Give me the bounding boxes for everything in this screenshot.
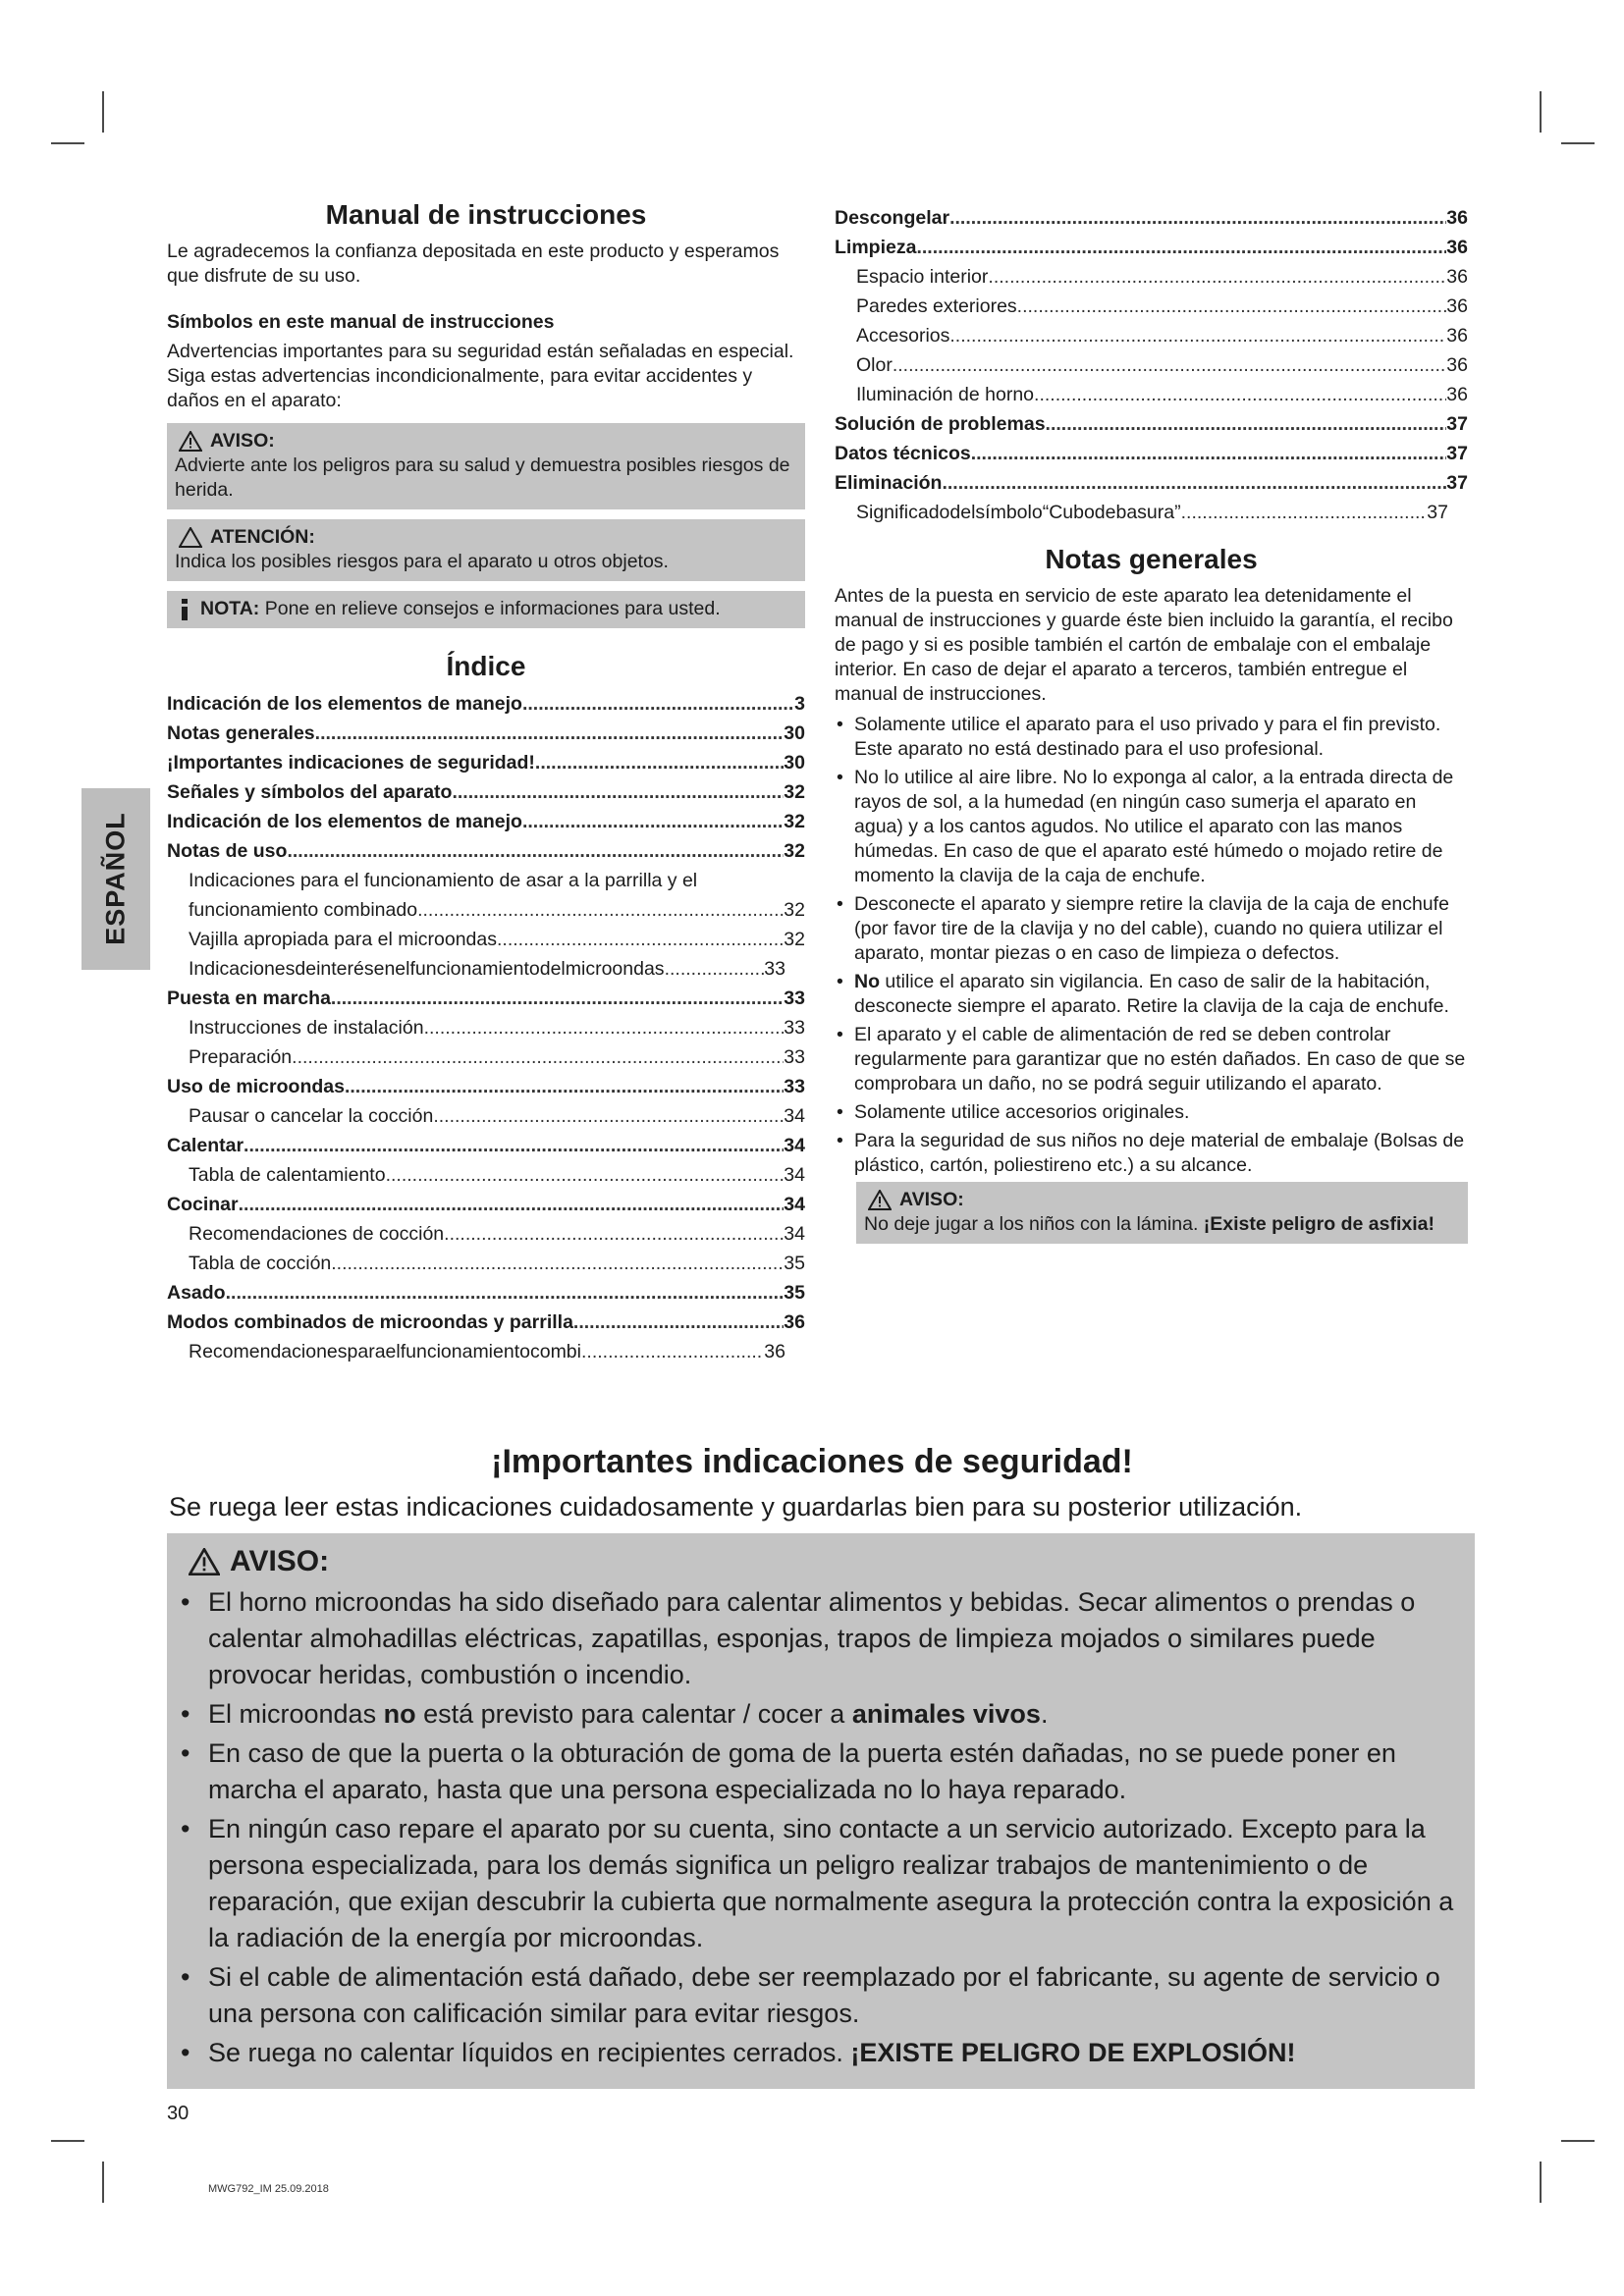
nota-box	[167, 591, 805, 628]
aviso-heading	[864, 1188, 1460, 1212]
manual-title: Manual de instrucciones	[325, 199, 647, 230]
toc-entry: Calentar ..... 34	[167, 1131, 805, 1160]
atencion-text: Indica los posibles riesgos para el aparato u otros objetos.	[175, 551, 669, 572]
toc-entry: Uso de microondas ..... 33	[167, 1072, 805, 1101]
caution-icon	[179, 527, 202, 548]
index-title: Índice	[446, 651, 526, 681]
toc-subentry-line: Indicaciones para el funcionamiento de asar a la parrilla y el	[189, 870, 698, 891]
crop-mark	[51, 2140, 84, 2142]
toc-entry: Indicación de los elementos de manejo ..... 3	[167, 689, 805, 719]
crop-mark	[1561, 2140, 1595, 2142]
symbols-heading: Símbolos en este manual de instrucciones	[167, 311, 555, 333]
aviso-box	[167, 423, 805, 509]
toc-subentry: Recomendaciones de cocción ..... 34	[167, 1219, 805, 1249]
notas-generales-title: Notas generales	[1045, 544, 1258, 574]
list-item: • Solamente utilice el aparato para el uso privado y para el fin previsto. Este aparato no está destinado para el uso profesional.	[837, 714, 1441, 760]
page-number: 30	[167, 2103, 189, 2124]
list-item: • Solamente utilice accesorios originales.	[837, 1101, 1190, 1123]
toc-subentry: Instrucciones de instalación ..... 33	[167, 1013, 805, 1042]
nota-label: NOTA:	[200, 598, 260, 619]
aviso-bold-text: ¡Existe peligro de asfixia!	[1203, 1213, 1435, 1235]
toc-subentry: Recomendacionesparaelfuncionamientocombi ..... 36	[167, 1337, 805, 1366]
notas-generales-bullets	[835, 713, 1468, 1178]
toc-entry: Eliminación ..... 37	[835, 468, 1468, 498]
list-item: • En ningún caso repare el aparato por su cuenta, sino contacte a un servicio autorizado. Excepto para la persona especializada, para los demás significa un peligro realizar trabajos de mantenimiento o de reparación, que exijan descubrir la cubierta que normalmente asegura la protección contra la exposición a la radiación de la energía por microondas.	[181, 1814, 1454, 1952]
toc-subentry: Espacio interior ..... 36	[835, 262, 1468, 292]
list-item: • El microondas no está previsto para calentar / cocer a animales vivos.	[181, 1699, 1049, 1729]
aviso-heading	[175, 429, 797, 454]
toc-entry: Limpieza ..... 36	[835, 233, 1468, 262]
toc-subentry: Tabla de calentamiento ..... 34	[167, 1160, 805, 1190]
toc-subentry: Significadodelsímbolo“Cubodebasura” ..... 37	[835, 498, 1468, 527]
atencion-label: ATENCIÓN:	[210, 526, 315, 548]
toc-entry: Puesta en marcha ..... 33	[167, 984, 805, 1013]
list-item: • Si el cable de alimentación está dañado, debe ser reemplazado por el fabricante, su agente de servicio o una persona con calificación similar para evitar riesgos.	[181, 1962, 1440, 2028]
crop-mark	[102, 91, 104, 133]
list-item: • En caso de que la puerta o la obturación de goma de la puerta estén dañadas, no se puede poner en marcha el aparato, hasta que una persona especializada no lo haya reparado.	[181, 1738, 1396, 1804]
toc-entry: Modos combinados de microondas y parrilla ..... 36	[167, 1308, 805, 1337]
crop-mark	[1561, 142, 1595, 144]
manual-intro: Le agradecemos la confianza depositada en este producto y esperamos que disfrute de su uso.	[167, 240, 780, 287]
toc-subentry: Vajilla apropiada para el microondas ..... 32	[167, 925, 805, 954]
toc-subentry: Indicacionesdeinterésenelfuncionamientodelmicroondas ..... 33	[167, 954, 805, 984]
toc-entry: Indicación de los elementos de manejo ..... 32	[167, 807, 805, 836]
toc-subentry: Iluminación de horno ..... 36	[835, 380, 1468, 409]
list-item: • El horno microondas ha sido diseñado para calentar alimentos y bebidas. Secar alimentos o prendas o calentar almohadillas eléctricas, zapatillas, esponjas, trapos de limpieza mojados o similares puede provocar heridas, combustión o incendio.	[181, 1587, 1416, 1689]
list-item: • No lo utilice al aire libre. No lo exponga al calor, a la entrada directa de rayos de sol, a la humedad (en ningún caso sumerja el aparato en agua) y a los cantos agudos. No utilice el aparato con las manos húmedas. En caso de que el aparato esté húmedo o mojado retire de momento la clavija de la caja de enchufe.	[837, 767, 1454, 886]
aviso-label: AVISO:	[210, 430, 275, 452]
toc-entry: Solución de problemas ..... 37	[835, 409, 1468, 439]
aviso-label: AVISO:	[230, 1545, 330, 1577]
toc-entry: ¡Importantes indicaciones de seguridad! ..... 30	[167, 748, 805, 777]
aviso-heading	[179, 1545, 1455, 1578]
list-item: • El aparato y el cable de alimentación de red se deben controlar regularmente para garantizar que no estén dañados. En caso de que se comprobara un daño, no se podrá seguir utilizando el aparato.	[837, 1024, 1466, 1095]
list-item: • No utilice el aparato sin vigilancia. En caso de salir de la habitación, desconecte siempre el aparato. Retire la clavija de la caja de enchufe.	[837, 971, 1449, 1017]
toc-subentry: Pausar o cancelar la cocción ..... 34	[167, 1101, 805, 1131]
nota-text: Pone en relieve consejos e informaciones para usted.	[259, 598, 721, 619]
symbols-text: Advertencias importantes para su seguridad están señaladas en especial. Siga estas advertencias incondicionalmente, para evitar accidentes y daños en el aparato:	[167, 341, 794, 411]
toc-entry: Notas generales ..... 30	[167, 719, 805, 748]
toc-entry: Asado ..... 35	[167, 1278, 805, 1308]
atencion-box	[167, 519, 805, 581]
toc-subentry: Preparación ..... 33	[167, 1042, 805, 1072]
seguridad-title: ¡Importantes indicaciones de seguridad!	[491, 1443, 1133, 1480]
seguridad-intro: Se ruega leer estas indicaciones cuidadosamente y guardarlas bien para su posterior utilización.	[169, 1492, 1303, 1522]
list-item: • Se ruega no calentar líquidos en recipientes cerrados. ¡EXISTE PELIGRO DE EXPLOSIÓN!	[181, 2038, 1296, 2067]
crop-mark	[1540, 91, 1542, 133]
left-column	[167, 196, 805, 1366]
crop-mark	[51, 142, 84, 144]
aviso-text: No deje jugar a los niños con la lámina.	[864, 1213, 1204, 1235]
warning-icon	[189, 1548, 220, 1575]
toc-subentry: Olor ..... 36	[835, 350, 1468, 380]
crop-mark	[1540, 2162, 1542, 2203]
list-item: • Desconecte el aparato y siempre retire la clavija de la caja de enchufe (por favor tire de la clavija y no del cable), cuando no quiera utilizar el aparato, montar piezas o en caso de limpieza o defectos.	[837, 893, 1449, 964]
toc-subentry: Paredes exteriores ..... 36	[835, 292, 1468, 321]
toc-subentry: Accesorios ..... 36	[835, 321, 1468, 350]
aviso-text: Advierte ante los peligros para su salud y demuestra posibles riesgos de herida.	[175, 454, 790, 501]
toc-subentry: Tabla de cocción ..... 35	[167, 1249, 805, 1278]
seguridad-aviso-box	[167, 1533, 1475, 2089]
toc-subentry: funcionamiento combinado ..... 32	[167, 895, 805, 925]
warning-icon	[868, 1190, 892, 1210]
warning-icon	[179, 431, 202, 452]
atencion-heading	[175, 525, 797, 550]
toc-entry: Descongelar ..... 36	[835, 203, 1468, 233]
toc-entry: Señales y símbolos del aparato ..... 32	[167, 777, 805, 807]
list-item: • Para la seguridad de sus niños no deje material de embalaje (Bolsas de plástico, cartón, poliestireno etc.) a su alcance.	[837, 1130, 1465, 1176]
toc-entry: Notas de uso ..... 32	[167, 836, 805, 866]
language-tab	[81, 788, 150, 970]
toc-entry: Cocinar ..... 34	[167, 1190, 805, 1219]
index-list-right	[835, 203, 1468, 527]
asfixia-aviso-box	[856, 1182, 1468, 1244]
aviso-label: AVISO:	[899, 1189, 964, 1210]
crop-mark	[102, 2162, 104, 2203]
notas-generales-intro: Antes de la puesta en servicio de este aparato lea detenidamente el manual de instrucciones y guarde éste bien incluido la garantía, el recibo de pago y si es posible también el cartón de embalaje con el embalaje interior. En caso de dejar el aparato a terceros, también entregue el manual de instrucciones.	[835, 585, 1453, 705]
toc-entry: Datos técnicos ..... 37	[835, 439, 1468, 468]
footer-code: MWG792_IM 25.09.2018	[208, 2183, 329, 2195]
language-tab-label: ESPAÑOL	[100, 812, 131, 945]
info-icon	[179, 599, 190, 620]
right-column	[835, 203, 1468, 1244]
index-list-left	[167, 689, 805, 1366]
